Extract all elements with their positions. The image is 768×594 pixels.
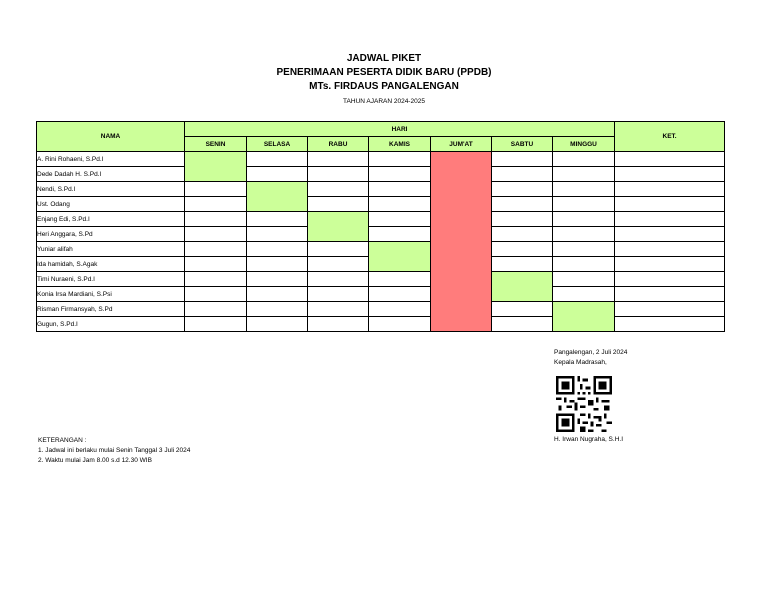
note-item: 1. Jadwal ini berlaku mulai Senin Tanggal 3 Juli 2024 [38,447,191,454]
header-nama: NAMA [37,122,185,152]
day-cell [369,287,431,302]
qr-code-icon [556,376,612,432]
table-row [37,302,725,317]
ket-cell [615,272,725,287]
day-cell [247,212,308,227]
table-row [37,197,725,212]
day-cell [308,287,369,302]
ket-cell [615,212,725,227]
day-cell [492,152,553,167]
notes-block [38,436,190,466]
table-row [37,167,725,182]
academic-year: TAHUN AJARAN 2024-2025 [343,98,425,105]
duty-cell [308,212,369,242]
day-cell [553,182,615,197]
staff-name: Heri Anggara, S.Pd [37,227,185,242]
header-ket: KET. [615,122,725,152]
signature-position: Kepala Madrasah, [554,359,607,366]
school-name: MTs. FIRDAUS PANGALENGAN [309,81,459,92]
day-cell [553,212,615,227]
signature-block [554,348,627,368]
day-cell [553,197,615,212]
header-day-minggu: MINGGU [553,137,615,152]
header-day-selasa: SELASA [247,137,308,152]
ket-cell [615,182,725,197]
day-cell [308,317,369,332]
day-cell [553,167,615,182]
day-cell [308,197,369,212]
staff-name: Yuniar alifah [37,242,185,257]
day-cell [492,197,553,212]
day-cell [492,242,553,257]
day-cell [185,242,247,257]
document-subtitle: PENERIMAAN PESERTA DIDIK BARU (PPDB) [276,67,492,78]
day-cell [369,317,431,332]
header-day-kamis: KAMIS [369,137,431,152]
day-cell [308,182,369,197]
ket-cell [615,152,725,167]
day-cell [492,167,553,182]
day-cell [308,257,369,272]
table-row [37,242,725,257]
table-row [37,317,725,332]
day-cell [553,152,615,167]
day-cell [308,242,369,257]
table-row [37,227,725,242]
duty-cell [553,302,615,332]
ket-cell [615,302,725,317]
header-day-jumat: JUM'AT [431,137,492,152]
day-cell [247,302,308,317]
header-day-senin: SENIN [185,137,247,152]
day-cell [308,302,369,317]
day-cell [369,197,431,212]
day-cell [185,227,247,242]
day-cell [369,152,431,167]
duty-cell [492,272,553,302]
friday-off-cell [431,152,492,332]
day-cell [185,272,247,287]
day-cell [308,167,369,182]
staff-name: A. Rini Rohaeni, S.Pd.I [37,152,185,167]
day-cell [308,272,369,287]
table-row [37,272,725,287]
day-cell [247,272,308,287]
day-cell [492,212,553,227]
day-cell [185,212,247,227]
day-cell [492,302,553,317]
table-row [37,287,725,302]
day-cell [553,272,615,287]
day-cell [247,242,308,257]
schedule-table [36,121,725,332]
note-item: 2. Waktu mulai Jam 8.00 s.d 12.30 WIB [38,457,152,464]
document-header [0,52,768,108]
day-cell [492,317,553,332]
day-cell [185,317,247,332]
day-cell [247,167,308,182]
header-day-sabtu: SABTU [492,137,553,152]
day-cell [553,227,615,242]
staff-name: Konia Irsa Mardiani, S.Psi [37,287,185,302]
day-cell [247,287,308,302]
signature-place-date: Pangalengan, 2 Juli 2024 [554,349,628,356]
ket-cell [615,317,725,332]
header-hari: HARI [185,122,615,137]
staff-name: Nendi, S.Pd.I [37,182,185,197]
duty-cell [369,242,431,272]
day-cell [185,302,247,317]
duty-cell [185,152,247,182]
day-cell [553,242,615,257]
staff-name: Timi Nuraeni, S.Pd.I [37,272,185,287]
day-cell [185,197,247,212]
table-row [37,212,725,227]
day-cell [247,317,308,332]
duty-cell [247,182,308,212]
day-cell [492,257,553,272]
header-day-rabu: RABU [308,137,369,152]
day-cell [185,257,247,272]
day-cell [247,227,308,242]
staff-name: Dede Dadah H. S.Pd.I [37,167,185,182]
day-cell [369,302,431,317]
day-cell [369,212,431,227]
staff-name: Ust. Odang [37,197,185,212]
day-cell [185,287,247,302]
table-row [37,152,725,167]
ket-cell [615,287,725,302]
staff-name: Gugun, S.Pd.I [37,317,185,332]
ket-cell [615,167,725,182]
staff-name: Risman Firmansyah, S.Pd [37,302,185,317]
day-cell [185,182,247,197]
day-cell [492,182,553,197]
notes-heading: KETERANGAN : [38,437,87,444]
staff-name: Ida hamidah, S.Agak [37,257,185,272]
ket-cell [615,227,725,242]
day-cell [308,152,369,167]
day-cell [369,182,431,197]
ket-cell [615,257,725,272]
day-cell [247,152,308,167]
day-cell [553,287,615,302]
day-cell [553,257,615,272]
ket-cell [615,197,725,212]
day-cell [492,227,553,242]
day-cell [247,257,308,272]
day-cell [369,227,431,242]
document-title: JADWAL PIKET [346,53,422,64]
ket-cell [615,242,725,257]
day-cell [369,272,431,287]
table-row [37,182,725,197]
signer-name: H. Irwan Nugraha, S.H.I [554,436,623,443]
staff-name: Enjang Edi, S.Pd.I [37,212,185,227]
day-cell [369,167,431,182]
